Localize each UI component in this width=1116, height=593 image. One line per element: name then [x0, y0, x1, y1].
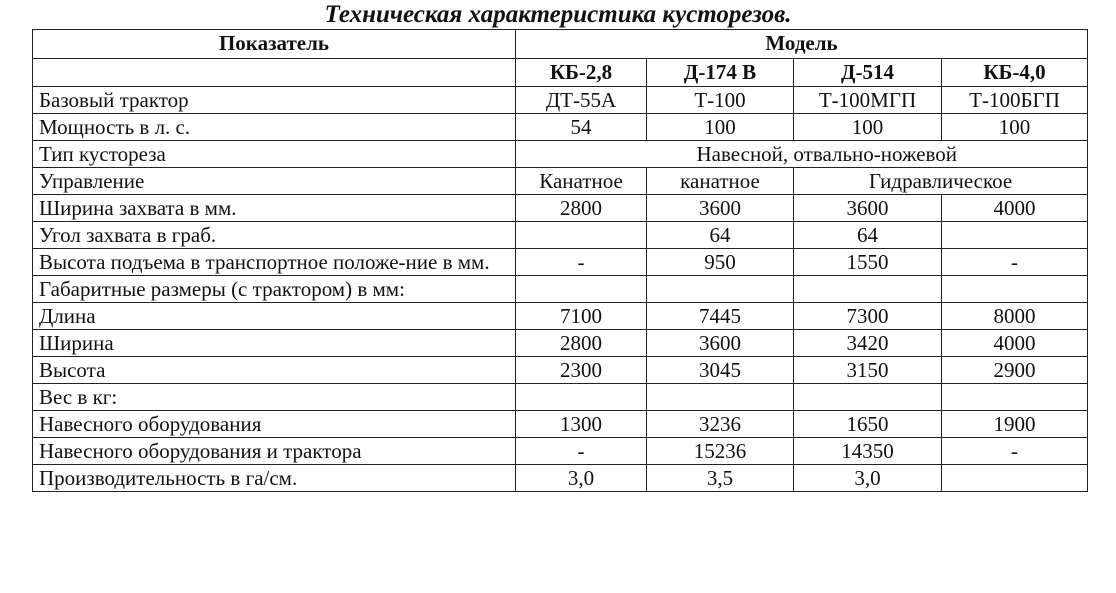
cell: 7445	[647, 303, 794, 330]
cell	[647, 384, 794, 411]
cell: 3236	[647, 411, 794, 438]
row-label: Ширина захвата в мм.	[33, 195, 516, 222]
cell: 1300	[516, 411, 647, 438]
cell: 8000	[942, 303, 1088, 330]
row-label: Высота	[33, 357, 516, 384]
cell: ДТ-55А	[516, 87, 647, 114]
cell: 64	[647, 222, 794, 249]
cell: 3600	[794, 195, 942, 222]
row-label: Навесного оборудования и трактора	[33, 438, 516, 465]
cell: -	[942, 249, 1088, 276]
cell: 4000	[942, 195, 1088, 222]
header-row	[33, 30, 1088, 59]
cell: 3150	[794, 357, 942, 384]
table-row	[33, 195, 1088, 222]
row-label: Тип кустореза	[33, 141, 516, 168]
cell: 2900	[942, 357, 1088, 384]
cell	[516, 222, 647, 249]
row-label: Высота подъема в транспортное положе-ние в мм.	[33, 249, 516, 276]
row-label: Длина	[33, 303, 516, 330]
table-row	[33, 465, 1088, 492]
row-label: Базовый трактор	[33, 87, 516, 114]
cell: 2800	[516, 330, 647, 357]
cell: 3045	[647, 357, 794, 384]
header-indicator: Показатель	[33, 30, 516, 59]
table-row	[33, 249, 1088, 276]
cell	[942, 276, 1088, 303]
cell: канатное	[647, 168, 794, 195]
header-empty	[33, 59, 516, 87]
cell	[647, 276, 794, 303]
cell: Т-100БГП	[942, 87, 1088, 114]
table-row	[33, 438, 1088, 465]
cell	[516, 384, 647, 411]
table-row	[33, 411, 1088, 438]
cell: 100	[794, 114, 942, 141]
cell-merged: Гидравлическое	[794, 168, 1088, 195]
cell	[794, 384, 942, 411]
cell: 2300	[516, 357, 647, 384]
row-label: Ширина	[33, 330, 516, 357]
cell: 3,5	[647, 465, 794, 492]
cell	[942, 222, 1088, 249]
row-label: Производительность в га/см.	[33, 465, 516, 492]
cell: 7300	[794, 303, 942, 330]
cell: 15236	[647, 438, 794, 465]
cell: 1650	[794, 411, 942, 438]
cell: 100	[647, 114, 794, 141]
header-model-d174v: Д-174 В	[647, 59, 794, 87]
spec-table	[32, 29, 1088, 492]
header-model-d514: Д-514	[794, 59, 942, 87]
table-row	[33, 141, 1088, 168]
row-label: Навесного оборудования	[33, 411, 516, 438]
cell: 14350	[794, 438, 942, 465]
cell: 64	[794, 222, 942, 249]
cell: 3600	[647, 195, 794, 222]
table-row	[33, 87, 1088, 114]
table-row	[33, 114, 1088, 141]
row-label: Мощность в л. с.	[33, 114, 516, 141]
cell: 3,0	[516, 465, 647, 492]
header-model: Модель	[516, 30, 1088, 59]
cell: 100	[942, 114, 1088, 141]
cell: 3,0	[794, 465, 942, 492]
cell	[942, 384, 1088, 411]
table-row	[33, 276, 1088, 303]
cell: 1550	[794, 249, 942, 276]
header-models-row	[33, 59, 1088, 87]
cell-merged: Навесной, отвально-ножевой	[516, 141, 1088, 168]
row-label: Вес в кг:	[33, 384, 516, 411]
cell: 4000	[942, 330, 1088, 357]
row-label: Угол захвата в граб.	[33, 222, 516, 249]
cell: Т-100	[647, 87, 794, 114]
table-row	[33, 222, 1088, 249]
page-title: Техническая характеристика кусторезов.	[324, 1, 792, 28]
row-label: Управление	[33, 168, 516, 195]
cell	[794, 276, 942, 303]
table-row	[33, 303, 1088, 330]
cell: 2800	[516, 195, 647, 222]
table-row	[33, 330, 1088, 357]
cell: 3600	[647, 330, 794, 357]
header-model-kb40: КБ-4,0	[942, 59, 1088, 87]
cell: Канатное	[516, 168, 647, 195]
cell: -	[516, 249, 647, 276]
cell: Т-100МГП	[794, 87, 942, 114]
cell: -	[516, 438, 647, 465]
header-model-kb28: КБ-2,8	[516, 59, 647, 87]
table-row	[33, 384, 1088, 411]
cell: 1900	[942, 411, 1088, 438]
cell: 7100	[516, 303, 647, 330]
cell: 54	[516, 114, 647, 141]
cell: 950	[647, 249, 794, 276]
cell	[516, 276, 647, 303]
table-row	[33, 357, 1088, 384]
cell: -	[942, 438, 1088, 465]
row-label: Габаритные размеры (с трактором) в мм:	[33, 276, 516, 303]
table-row	[33, 168, 1088, 195]
cell	[942, 465, 1088, 492]
cell: 3420	[794, 330, 942, 357]
